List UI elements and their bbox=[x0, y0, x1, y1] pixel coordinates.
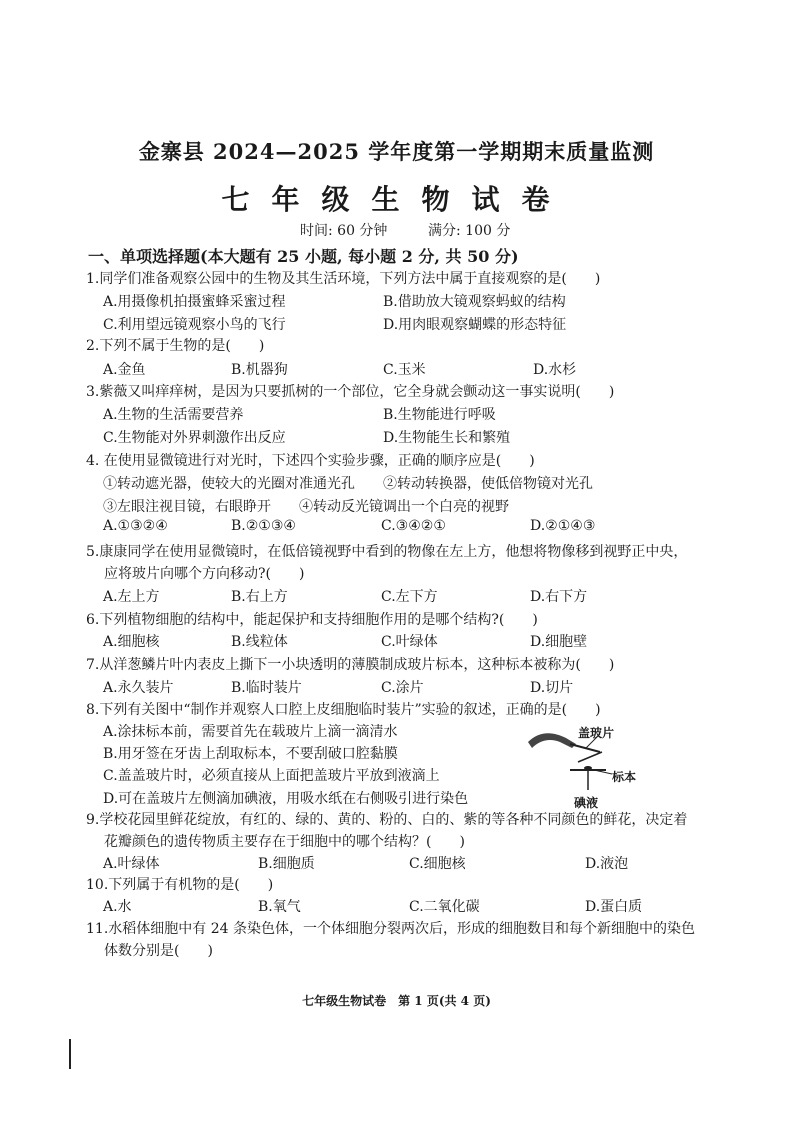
section-heading: 一、单项选择题(本大题有 25 小题, 每小题 2 分, 共 50 分) bbox=[88, 247, 519, 266]
question-stem: 5.康康同学在使用显微镜时，在低倍镜视野中看到的物像在左上方，他想将物像移到视野正中央， bbox=[86, 544, 688, 560]
question-stem: 3.紫薇又叫痒痒树，是因为只要抓树的一个部位，它全身就会颤动这一事实说明( ) bbox=[86, 384, 615, 400]
option: A.叶绿体 bbox=[103, 856, 160, 872]
option: B.临时装片 bbox=[231, 680, 302, 696]
option: B.借助放大镜观察蚂蚁的结构 bbox=[383, 294, 566, 310]
question-stem: 6.下列植物细胞的结构中，能起保护和支持细胞作用的是哪个结构?( ) bbox=[86, 612, 538, 628]
option: D.用肉眼观察蝴蝶的形态特征 bbox=[383, 317, 567, 333]
option: D.②①④③ bbox=[530, 518, 596, 534]
option: B.机器狗 bbox=[231, 362, 288, 378]
option: B.线粒体 bbox=[231, 634, 288, 650]
option: C.玉米 bbox=[383, 362, 426, 378]
option: A.细胞核 bbox=[103, 634, 160, 650]
option: D.蛋白质 bbox=[585, 899, 643, 915]
option: A.永久装片 bbox=[103, 680, 174, 696]
question-stem: 11.水稻体细胞中有 24 条染色体，一个体细胞分裂两次后，形成的细胞数目和每个新细胞中的染色 bbox=[86, 921, 695, 937]
option: D.细胞壁 bbox=[530, 634, 588, 650]
page-footer: 七年级生物试卷 第 1 页(共 4 页) bbox=[302, 994, 491, 1008]
option: C.生物能对外界刺激作出反应 bbox=[103, 430, 286, 446]
exam-subtitle: 七年级生物试卷 bbox=[221, 183, 572, 216]
option: A.左上方 bbox=[103, 589, 160, 605]
step-line: ①转动遮光器，使较大的光圈对准通光孔 ②转动转换器，使低倍物镜对光孔 bbox=[103, 476, 593, 492]
question-stem: 4. 在使用显微镜进行对光时，下述四个实验步骤，正确的顺序应是( ) bbox=[86, 453, 535, 469]
exam-time: 时间: 60 分钟 bbox=[300, 223, 388, 239]
question-stem-cont: 体数分别是( ) bbox=[104, 943, 213, 959]
option: C.细胞核 bbox=[409, 856, 466, 872]
option: A.金鱼 bbox=[103, 362, 146, 378]
question-stem: 9.学校花园里鲜花绽放，有红的、绿的、黄的、粉的、白的、紫的等各种不同颜色的鲜花，决定着 bbox=[86, 812, 688, 828]
exam-title: 金寨县 2024—2025 学年度第一学期期末质量监测 bbox=[138, 139, 655, 164]
option: A.①③②④ bbox=[103, 518, 168, 534]
option: D.生物能生长和繁殖 bbox=[383, 430, 511, 446]
option: C.盖盖玻片时，必须直接从上面把盖玻片平放到液滴上 bbox=[103, 768, 440, 784]
option: C.利用望远镜观察小鸟的飞行 bbox=[103, 317, 286, 333]
option: D.液泡 bbox=[585, 856, 629, 872]
question-stem: 7.从洋葱鳞片叶内表皮上撕下一小块透明的薄膜制成玻片标本，这种标本被称为( ) bbox=[86, 657, 615, 673]
option: B.右上方 bbox=[231, 589, 288, 605]
option: C.涂片 bbox=[381, 680, 424, 696]
cover-slip-figure bbox=[520, 722, 650, 814]
question-stem-cont: 应将玻片向哪个方向移动?( ) bbox=[104, 566, 305, 582]
step-line: ③左眼注视目镜，右眼睁开 ④转动反光镜调出一个白亮的视野 bbox=[103, 499, 509, 515]
margin-mark bbox=[69, 1039, 71, 1069]
question-stem: 8.下列有关图中“制作并观察人口腔上皮细胞临时装片”实验的叙述，正确的是( ) bbox=[86, 702, 601, 718]
option: C.叶绿体 bbox=[381, 634, 438, 650]
option: A.生物的生活需要营养 bbox=[103, 407, 244, 423]
option: B.用牙签在牙齿上刮取标本，不要刮破口腔黏膜 bbox=[103, 746, 398, 762]
option: A.用摄像机拍摄蜜蜂采蜜过程 bbox=[103, 294, 286, 310]
label-specimen: 标本 bbox=[612, 770, 637, 784]
option: C.左下方 bbox=[381, 589, 438, 605]
option: A.水 bbox=[103, 899, 132, 915]
option: B.细胞质 bbox=[258, 856, 315, 872]
option: D.右下方 bbox=[530, 589, 588, 605]
exam-score: 满分: 100 分 bbox=[428, 223, 511, 239]
option: C.③④②① bbox=[381, 518, 446, 534]
question-stem: 2.下列不属于生物的是( ) bbox=[86, 338, 265, 354]
option: D.可在盖玻片左侧滴加碘液，用吸水纸在右侧吸引进行染色 bbox=[103, 791, 469, 807]
label-iodine: 碘液 bbox=[574, 796, 599, 810]
question-stem: 10.下列属于有机物的是( ) bbox=[86, 877, 274, 893]
option: D.水杉 bbox=[533, 362, 577, 378]
question-stem: 1.同学们准备观察公园中的生物及其生活环境，下列方法中属于直接观察的是( ) bbox=[86, 271, 601, 287]
option: B.氧气 bbox=[258, 899, 301, 915]
question-stem-cont: 花瓣颜色的遗传物质主要存在于细胞中的哪个结构？( ) bbox=[104, 834, 465, 850]
option: D.切片 bbox=[530, 680, 574, 696]
option: A.涂抹标本前，需要首先在载玻片上滴一滴清水 bbox=[103, 724, 398, 740]
option: B.②①③④ bbox=[231, 518, 296, 534]
option: B.生物能进行呼吸 bbox=[383, 407, 496, 423]
option: C.二氧化碳 bbox=[409, 899, 480, 915]
label-cover-slip: 盖玻片 bbox=[578, 726, 615, 740]
